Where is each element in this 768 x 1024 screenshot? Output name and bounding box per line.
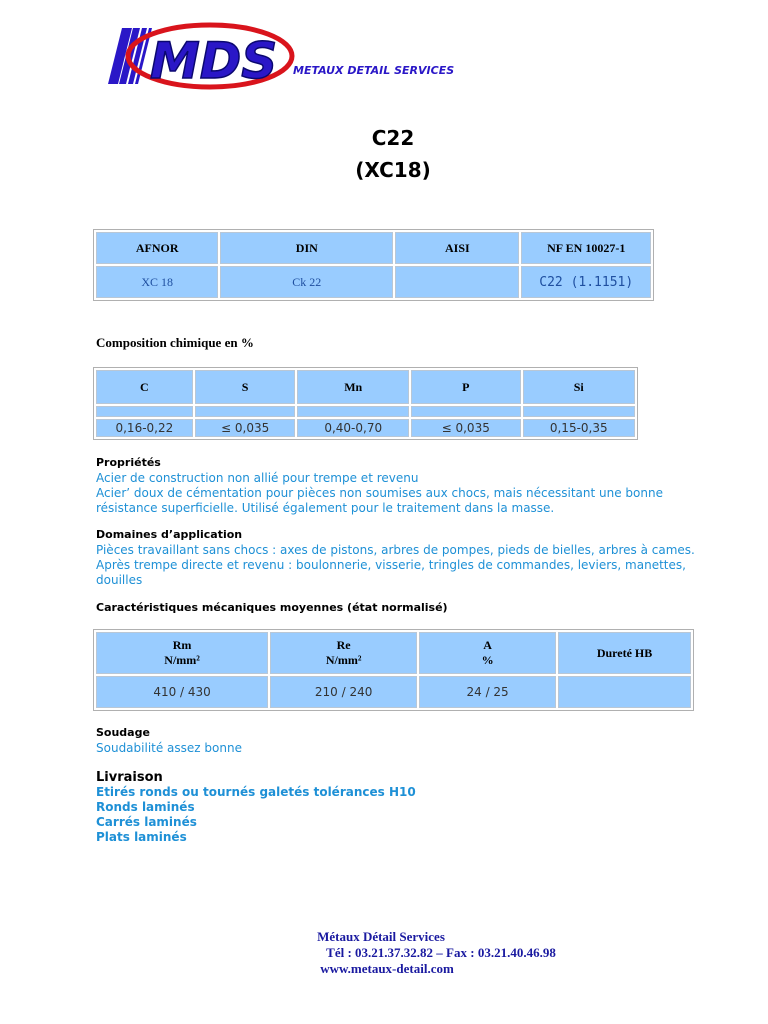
mechanical-table	[93, 629, 694, 711]
header-manganese: Mn	[297, 370, 408, 404]
company-logo	[100, 22, 490, 90]
properties-line: Acier’ doux de cémentation pour pièces non soumises aux chocs, mais nécessitant une bonne	[96, 486, 663, 500]
header-carbon: C	[96, 370, 193, 404]
footer-website[interactable]: www.metaux-detail.com	[320, 961, 454, 976]
header-aisi: AISI	[395, 232, 519, 264]
header-hardness: Dureté HB	[558, 632, 691, 674]
header-din: DIN	[220, 232, 393, 264]
spacer-cell	[195, 406, 296, 417]
delivery-heading: Livraison	[96, 770, 163, 785]
applications-heading: Domaines d’application	[96, 528, 243, 541]
spacer-cell	[411, 406, 521, 417]
value-carbon: 0,16-0,22	[96, 419, 193, 437]
header-rm	[96, 632, 268, 674]
header-rm-unit: N/mm²	[164, 653, 200, 667]
composition-table	[93, 367, 638, 440]
value-aisi	[395, 266, 519, 298]
logo-tagline: METAUX DETAIL SERVICES	[293, 64, 455, 77]
footer-contact: Tél : 03.21.37.32.82 – Fax : 03.21.40.46.98	[326, 945, 556, 960]
delivery-item: Etirés ronds ou tournés galetés tolérances H10	[96, 785, 416, 799]
properties-heading: Propriétés	[96, 456, 161, 469]
spacer-cell	[523, 406, 635, 417]
delivery-item: Carrés laminés	[96, 815, 197, 829]
delivery-section	[96, 770, 736, 845]
properties-line: Acier de construction non allié pour trempe et revenu	[96, 471, 419, 485]
value-phosphorus: ≤ 0,035	[411, 419, 521, 437]
applications-section	[96, 528, 736, 588]
equivalents-table	[93, 229, 654, 301]
header-a-unit: %	[481, 653, 494, 667]
value-nf-en: C22 (1.1151)	[521, 266, 651, 298]
properties-section	[96, 456, 736, 516]
composition-heading: Composition chimique en %	[96, 335, 254, 350]
applications-line: Après trempe directe et revenu : boulonnerie, visserie, tringles de commandes, leviers, manettes,	[96, 558, 686, 572]
header-sulfur: S	[195, 370, 296, 404]
header-phosphorus: P	[411, 370, 521, 404]
welding-text: Soudabilité assez bonne	[96, 741, 242, 755]
applications-line: douilles	[96, 573, 143, 587]
header-a	[419, 632, 556, 674]
value-hardness	[558, 676, 691, 708]
applications-line: Pièces travaillant sans chocs : axes de pistons, arbres de pompes, pieds de bielles, arbres à cames.	[96, 543, 695, 557]
header-re-label: Re	[336, 638, 351, 652]
logo-mark: MDS	[150, 32, 278, 90]
header-silicon: Si	[523, 370, 635, 404]
value-rm: 410 / 430	[96, 676, 268, 708]
header-afnor: AFNOR	[96, 232, 218, 264]
header-rm-label: Rm	[172, 638, 192, 652]
header-nf-en: NF EN 10027-1	[521, 232, 651, 264]
footer-company: Métaux Détail Services	[317, 929, 445, 944]
steel-grade-subtitle: (XC18)	[355, 158, 431, 182]
value-re: 210 / 240	[270, 676, 417, 708]
value-din: Ck 22	[220, 266, 393, 298]
mechanical-heading: Caractéristiques mécaniques moyennes (état normalisé)	[96, 601, 448, 614]
delivery-item: Plats laminés	[96, 830, 187, 844]
spacer-cell	[96, 406, 193, 417]
header-re-unit: N/mm²	[325, 653, 362, 667]
properties-line: résistance superficielle. Utilisé également pour le traitement dans la masse.	[96, 501, 555, 515]
value-sulfur: ≤ 0,035	[195, 419, 296, 437]
value-a: 24 / 25	[419, 676, 556, 708]
value-silicon: 0,15-0,35	[523, 419, 635, 437]
value-afnor: XC 18	[96, 266, 218, 298]
welding-section	[96, 726, 736, 756]
header-re	[270, 632, 417, 674]
steel-grade-title: C22	[371, 126, 415, 150]
value-manganese: 0,40-0,70	[297, 419, 408, 437]
welding-heading: Soudage	[96, 726, 150, 739]
header-a-label: A	[483, 638, 492, 652]
delivery-item: Ronds laminés	[96, 800, 195, 814]
spacer-cell	[297, 406, 408, 417]
